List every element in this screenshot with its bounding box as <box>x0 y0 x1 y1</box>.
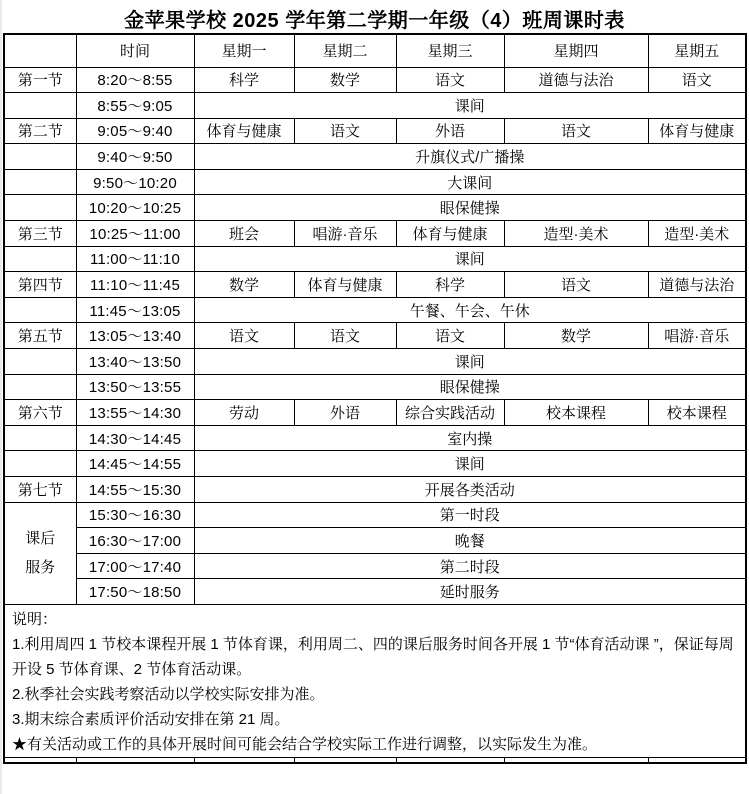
activity-cell: 升旗仪式/广播操 <box>194 144 746 170</box>
subject-cell: 科学 <box>194 67 294 93</box>
table-row <box>4 528 746 554</box>
screen-left-edge <box>0 0 2 794</box>
subject-cell: 劳动 <box>194 400 294 426</box>
activity-cell: 第一时段 <box>194 502 746 528</box>
note-item-1: 1.利用周四 1 节校本课程开展 1 节体育课，利用周二、四的课后服务时间各开展 1 节“体育活动课 ”，保证每周开设 5 节体育课、2 节体育活动课。 <box>12 635 734 678</box>
day-header-friday: 星期五 <box>648 34 746 67</box>
table-row <box>4 297 746 323</box>
table-row <box>4 221 746 247</box>
table-row <box>4 425 746 451</box>
note-item-2: 2.秋季社会实践考察活动以学校实际安排为准。 <box>12 685 325 703</box>
day-header-monday: 星期一 <box>194 34 294 67</box>
table-row <box>4 553 746 579</box>
time-column-header: 时间 <box>76 34 194 67</box>
activity-cell: 室内操 <box>194 425 746 451</box>
subject-cell: 外语 <box>396 118 504 144</box>
subject-cell: 唱游·音乐 <box>648 323 746 349</box>
subject-cell: 唱游·音乐 <box>294 221 396 247</box>
time-cell: 16:30～17:00 <box>76 528 194 554</box>
table-row <box>4 374 746 400</box>
table-row <box>4 477 746 503</box>
table-row <box>4 451 746 477</box>
activity-cell: 午餐、午会、午休 <box>194 297 746 323</box>
notes-cell <box>4 604 746 757</box>
time-cell: 11:10～11:45 <box>76 272 194 298</box>
timetable-header <box>4 34 746 67</box>
section-cell: 第三节 <box>4 221 76 247</box>
subject-cell: 语文 <box>396 67 504 93</box>
note-item-3: 3.期末综合素质评价活动安排在第 21 周。 <box>12 710 290 728</box>
time-cell: 10:20～10:25 <box>76 195 194 221</box>
cropped-next-row <box>4 757 746 763</box>
section-cell: 第二节 <box>4 118 76 144</box>
subject-cell: 体育与健康 <box>194 118 294 144</box>
notes-heading: 说明： <box>12 610 58 628</box>
subject-cell: 道德与法治 <box>504 67 648 93</box>
activity-cell: 第二时段 <box>194 553 746 579</box>
day-header-wednesday: 星期三 <box>396 34 504 67</box>
table-row <box>4 118 746 144</box>
subject-cell: 体育与健康 <box>294 272 396 298</box>
page-title: 金苹果学校 2025 学年第二学期一年级（4）班周课时表 <box>124 10 625 32</box>
time-cell: 14:30～14:45 <box>76 425 194 451</box>
section-cell <box>4 451 76 477</box>
activity-cell: 开展各类活动 <box>194 477 746 503</box>
subject-cell: 科学 <box>396 272 504 298</box>
time-cell: 9:05～9:40 <box>76 118 194 144</box>
day-header-thursday: 星期四 <box>504 34 648 67</box>
time-cell: 17:00～17:40 <box>76 553 194 579</box>
table-row <box>4 323 746 349</box>
time-cell: 15:30～16:30 <box>76 502 194 528</box>
section-cell <box>4 93 76 119</box>
subject-cell: 造型·美术 <box>648 221 746 247</box>
time-cell: 17:50～18:50 <box>76 579 194 605</box>
subject-cell: 体育与健康 <box>648 118 746 144</box>
subject-cell: 语文 <box>504 272 648 298</box>
activity-cell: 眼保健操 <box>194 374 746 400</box>
subject-cell: 外语 <box>294 400 396 426</box>
subject-cell: 语文 <box>504 118 648 144</box>
notes-section <box>4 604 746 763</box>
section-cell <box>4 374 76 400</box>
time-cell: 11:45～13:05 <box>76 297 194 323</box>
subject-cell: 造型·美术 <box>504 221 648 247</box>
subject-cell: 校本课程 <box>648 400 746 426</box>
timetable <box>3 33 747 764</box>
section-cell: 第七节 <box>4 477 76 503</box>
section-cell <box>4 144 76 170</box>
time-cell: 13:55～14:30 <box>76 400 194 426</box>
subject-cell: 语文 <box>648 67 746 93</box>
table-row <box>4 144 746 170</box>
time-cell: 14:55～15:30 <box>76 477 194 503</box>
activity-cell: 课间 <box>194 93 746 119</box>
corner-cell <box>4 34 76 67</box>
time-cell: 9:40～9:50 <box>76 144 194 170</box>
section-cell: 课后服务 <box>4 502 76 604</box>
section-cell <box>4 425 76 451</box>
activity-cell: 课间 <box>194 246 746 272</box>
section-cell: 第一节 <box>4 67 76 93</box>
table-row <box>4 93 746 119</box>
section-cell: 第五节 <box>4 323 76 349</box>
time-cell: 11:00～11:10 <box>76 246 194 272</box>
time-cell: 13:40～13:50 <box>76 349 194 375</box>
activity-cell: 晚餐 <box>194 528 746 554</box>
table-row <box>4 272 746 298</box>
table-row <box>4 67 746 93</box>
subject-cell: 数学 <box>194 272 294 298</box>
activity-cell: 课间 <box>194 349 746 375</box>
activity-cell: 眼保健操 <box>194 195 746 221</box>
table-row <box>4 349 746 375</box>
day-header-tuesday: 星期二 <box>294 34 396 67</box>
section-cell <box>4 169 76 195</box>
time-cell: 14:45～14:55 <box>76 451 194 477</box>
subject-cell: 语文 <box>294 323 396 349</box>
time-cell: 13:05～13:40 <box>76 323 194 349</box>
table-row <box>4 502 746 528</box>
subject-cell: 体育与健康 <box>396 221 504 247</box>
table-row <box>4 169 746 195</box>
subject-cell: 语文 <box>294 118 396 144</box>
section-cell <box>4 195 76 221</box>
time-cell: 8:20～8:55 <box>76 67 194 93</box>
section-cell <box>4 349 76 375</box>
subject-cell: 班会 <box>194 221 294 247</box>
table-row <box>4 195 746 221</box>
timetable-body <box>4 67 746 604</box>
time-cell: 13:50～13:55 <box>76 374 194 400</box>
subject-cell: 数学 <box>504 323 648 349</box>
table-row <box>4 579 746 605</box>
note-item-4: ★有关活动或工作的具体开展时间可能会结合学校实际工作进行调整，以实际发生为准。 <box>12 735 598 753</box>
subject-cell: 综合实践活动 <box>396 400 504 426</box>
subject-cell: 语文 <box>396 323 504 349</box>
activity-cell: 课间 <box>194 451 746 477</box>
time-cell: 9:50～10:20 <box>76 169 194 195</box>
subject-cell: 道德与法治 <box>648 272 746 298</box>
section-cell: 第四节 <box>4 272 76 298</box>
header-row <box>4 34 746 67</box>
time-cell: 8:55～9:05 <box>76 93 194 119</box>
section-cell <box>4 297 76 323</box>
subject-cell: 校本课程 <box>504 400 648 426</box>
notes-row <box>4 604 746 757</box>
section-cell: 第六节 <box>4 400 76 426</box>
activity-cell: 大课间 <box>194 169 746 195</box>
subject-cell: 数学 <box>294 67 396 93</box>
subject-cell: 语文 <box>194 323 294 349</box>
section-cell <box>4 246 76 272</box>
table-row <box>4 246 746 272</box>
table-row <box>4 400 746 426</box>
time-cell: 10:25～11:00 <box>76 221 194 247</box>
activity-cell: 延时服务 <box>194 579 746 605</box>
